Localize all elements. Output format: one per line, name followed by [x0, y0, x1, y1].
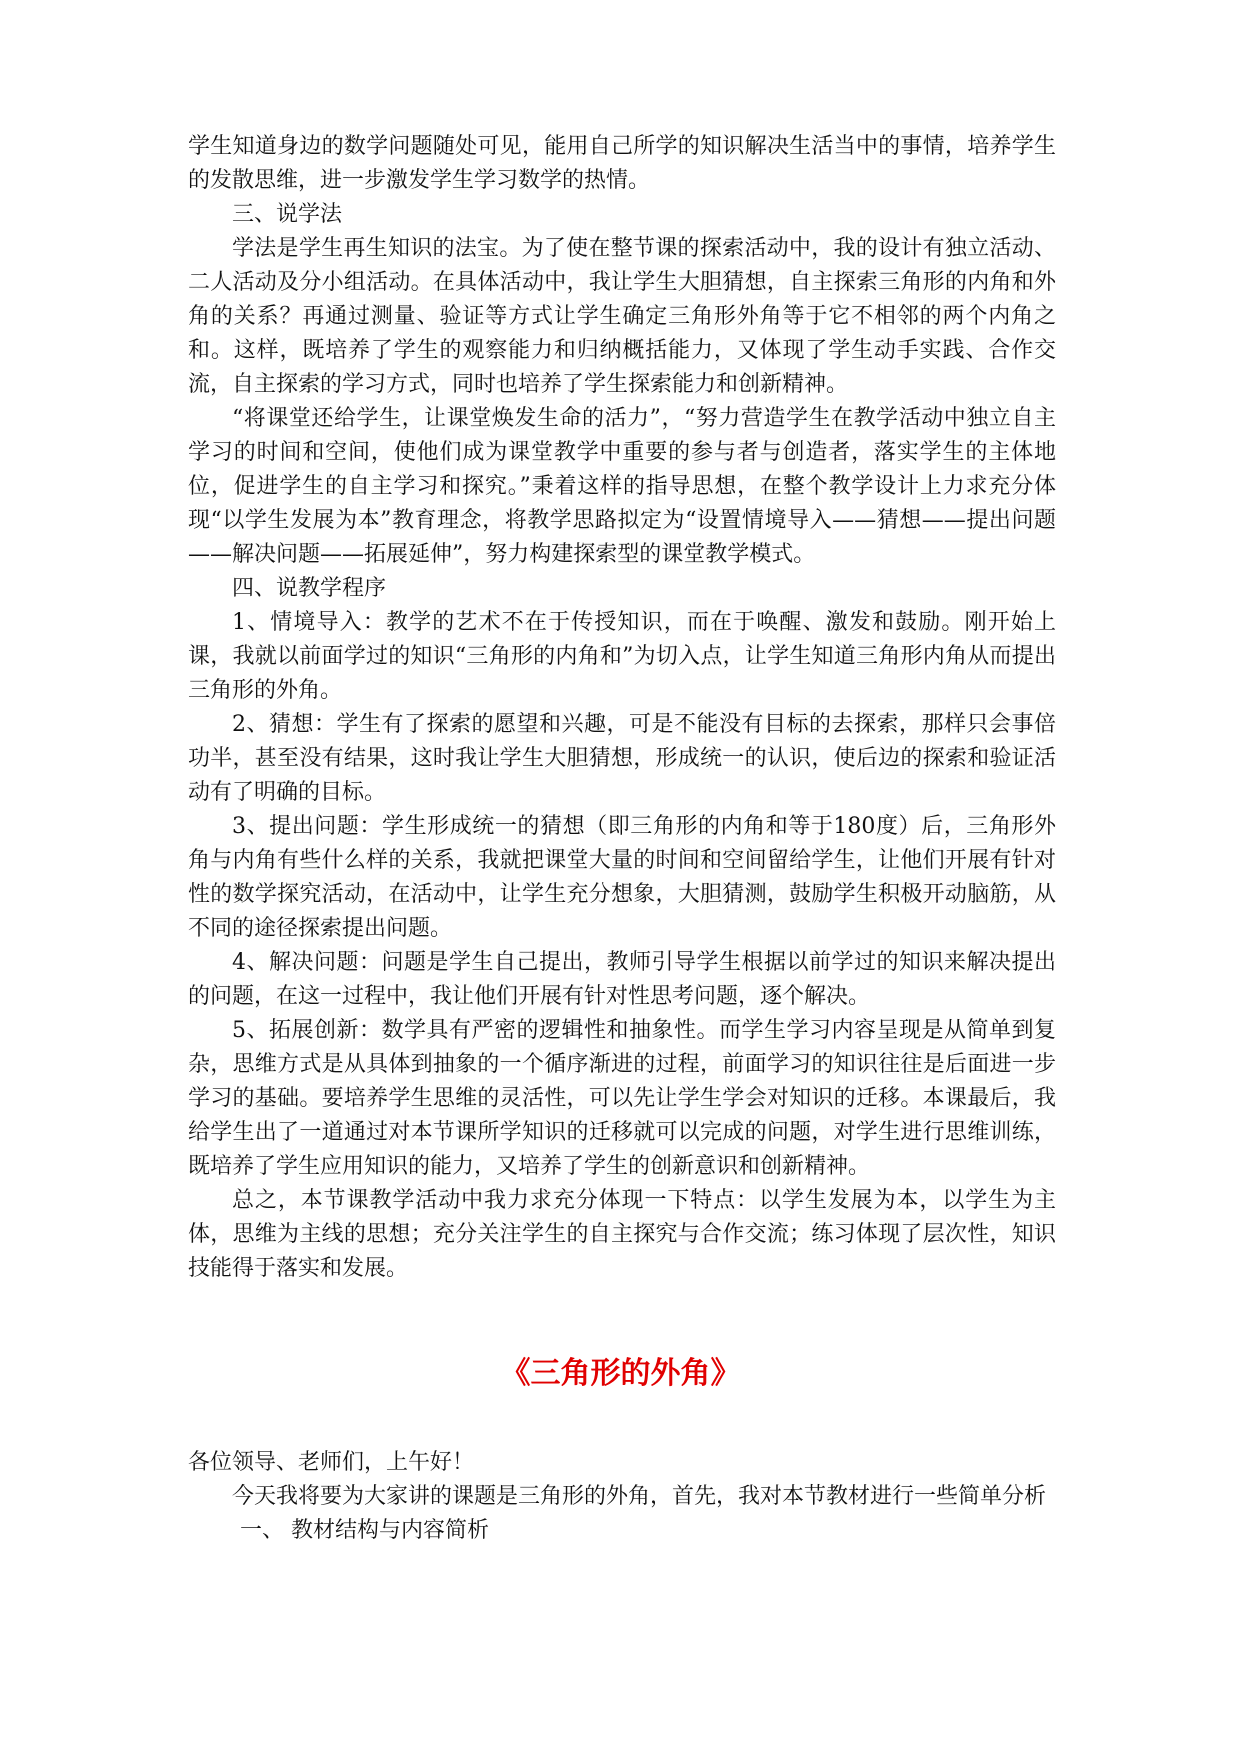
paragraph-step-5: 5、拓展创新：数学具有严密的逻辑性和抽象性。而学生学习内容呈现是从简单到复杂，思维方式是从具体到抽象的一个循序渐进的过程，前面学习的知识往往是后面进一步学习的基础。要培养学生思维的灵活性，可以先让学生学会对知识的迁移。本课最后，我给学生出了一道通过对本节课所学知识的迁移就可以完成的问题，对学生进行思维训练，既培养了学生应用知识的能力，又培养了学生的创新意识和创新精神。 [188, 1018, 1056, 1179]
paragraph-step-1: 1、情境导入：教学的艺术不在于传授知识，而在于唤醒、激发和鼓励。刚开始上课，我就以前面学过的知识“三角形的内角和”为切入点，让学生知道三角形内角从而提出三角形的外角。 [188, 610, 1056, 703]
heading-teaching-procedure: 四、说教学程序 [232, 576, 387, 601]
section-one [188, 130, 1056, 1286]
paragraph-summary: 总之，本节课教学活动中我力求充分体现一下特点：以学生发展为本，以学生为主体，思维为主线的思想；充分关注学生的自主探究与合作交流；练习体现了层次性，知识技能得于落实和发展。 [188, 1188, 1056, 1281]
greeting: 各位领导、老师们，上午好！ [188, 1450, 475, 1475]
paragraph-step-3: 3、提出问题：学生形成统一的猜想（即三角形的内角和等于180度）后，三角形外角与内角有些什么样的关系，我就把课堂大量的时间和空间留给学生，让他们开展有针对性的数学探究活动，在活动中，让学生充分想象，大胆猜测，鼓励学生积极开动脑筋，从不同的途径探索提出问题。 [188, 814, 1056, 941]
paragraph-step-2: 2、猜想：学生有了探索的愿望和兴趣，可是不能没有目标的去探索，那样只会事倍功半，甚至没有结果，这时我让学生大胆猜想，形成统一的认识，使后边的探索和验证活动有了明确的目标。 [188, 712, 1056, 805]
heading-learning-method: 三、说学法 [232, 202, 343, 227]
paragraph-learning-method: 学法是学生再生知识的法宝。为了使在整节课的探索活动中，我的设计有独立活动、二人活动及分小组活动。在具体活动中，我让学生大胆猜想，自主探索三角形的内角和外角的关系？再通过测量、验证等方式让学生确定三角形外角等于它不相邻的两个内角之和。这样，既培养了学生的观察能力和归纳概括能力，又体现了学生动手实践、合作交流，自主探索的学习方式，同时也培养了学生探索能力和创新精神。 [188, 236, 1056, 397]
document-title: 《三角形的外角》 [500, 1356, 741, 1391]
paragraph-opening: 今天我将要为大家讲的课题是三角形的外角，首先，我对本节教材进行一些简单分析 [232, 1484, 1047, 1509]
paragraph-guiding-quote: “将课堂还给学生，让课堂焕发生命的活力”，“努力营造学生在教学活动中独立自主学习的时间和空间，使他们成为课堂教学中重要的参与者与创造者，落实学生的主体地位，促进学生的自主学习和探究。”秉着这样的指导思想，在整个教学设计上力求充分体现“以学生发展为本”教育理念，将教学思路拟定为“设置情境导入——猜想——提出问题——解决问题——拓展延伸”，努力构建探索型的课堂教学模式。 [188, 406, 1056, 567]
heading-material-structure: 一、 教材结构与内容简析 [240, 1518, 489, 1543]
paragraph-step-4: 4、解决问题：问题是学生自己提出，教师引导学生根据以前学过的知识来解决提出的问题，在这一过程中，我让他们开展有针对性思考问题，逐个解决。 [188, 950, 1056, 1009]
section-two [188, 1446, 1056, 1548]
paragraph-intro-continued: 学生知道身边的数学问题随处可见，能用自己所学的知识解决生活当中的事情，培养学生的发散思维，进一步激发学生学习数学的热情。 [188, 134, 1056, 193]
